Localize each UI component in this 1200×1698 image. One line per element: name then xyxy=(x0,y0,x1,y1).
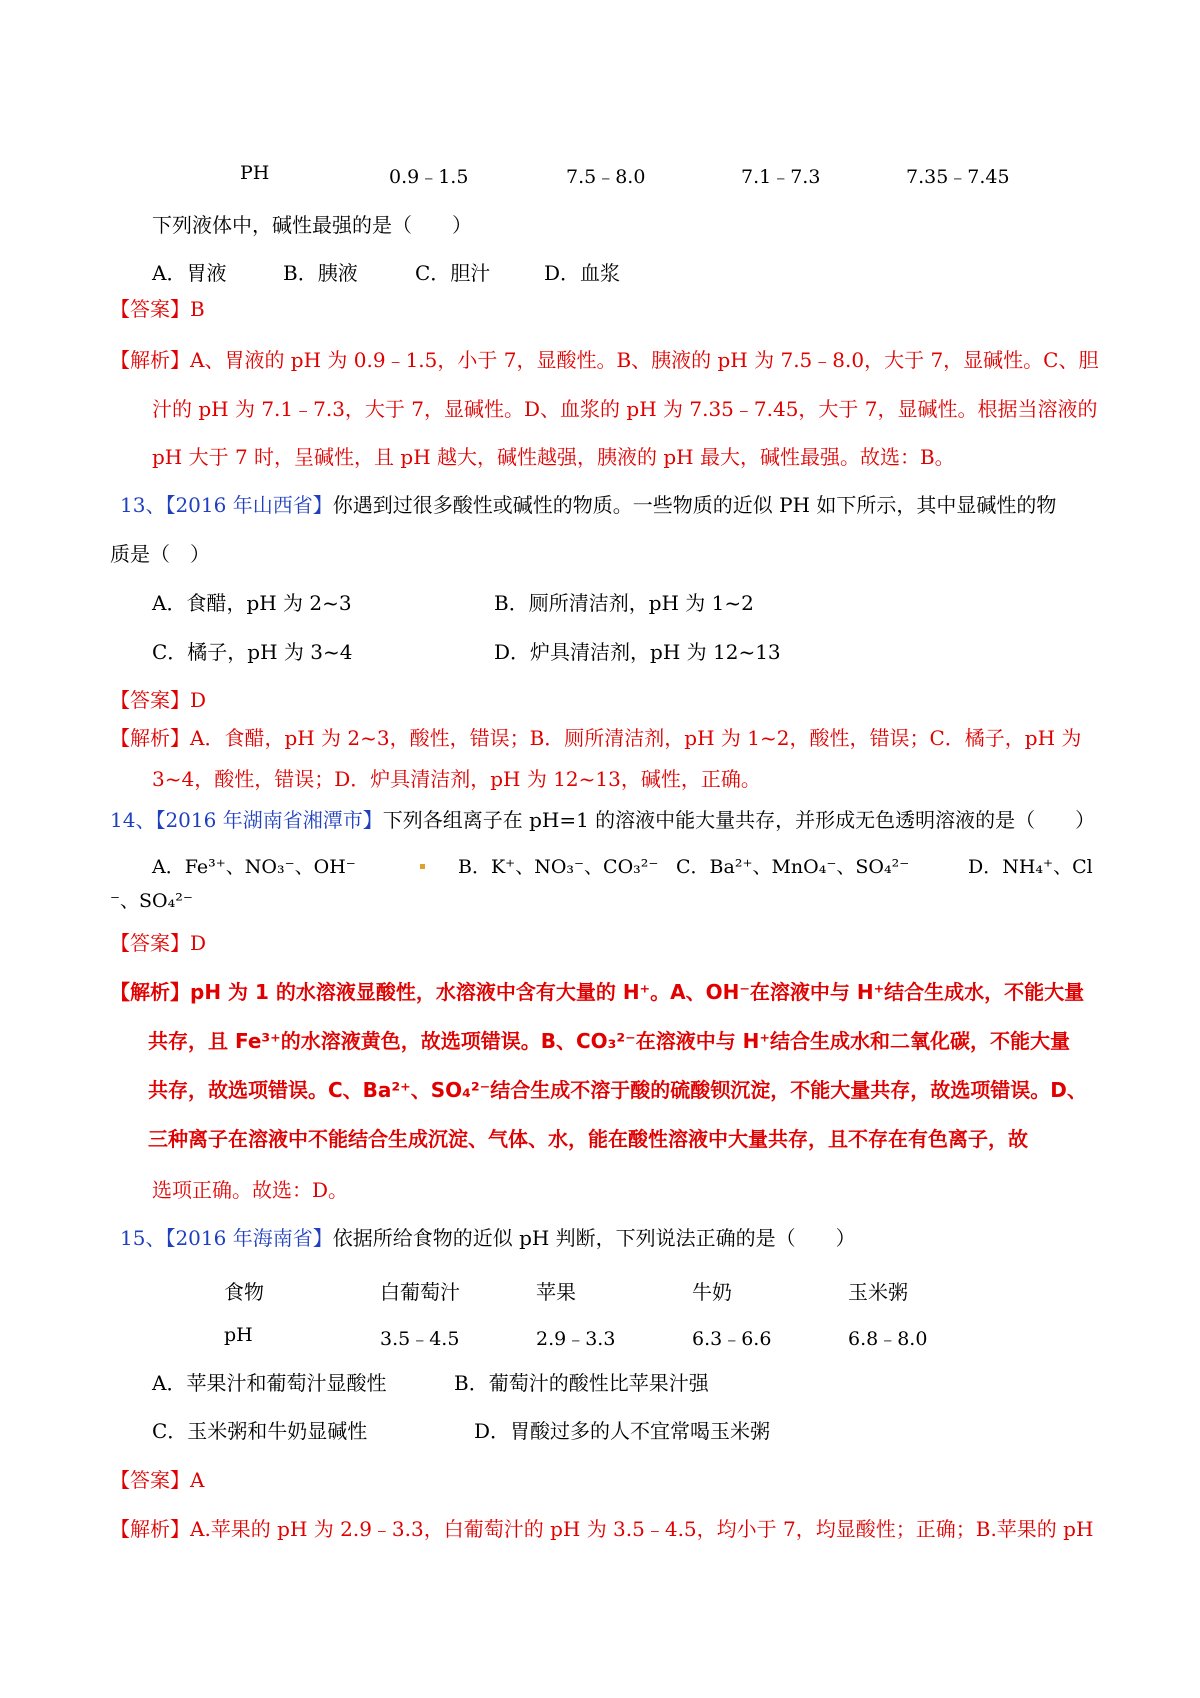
table-cell: 食物 xyxy=(224,1280,264,1304)
answer-tag: 【答案】 xyxy=(110,1468,190,1492)
ph-value: 7.5﹣8.0 xyxy=(566,166,646,188)
ph-value: 0.9﹣1.5 xyxy=(389,166,469,188)
q14-analysis-line-4: 三种离子在溶液中不能结合生成沉淀、气体、水，能在酸性溶液中大量共存，且不存在有色离子，故 xyxy=(148,1127,1028,1151)
stem-text: 下列各组离子在 pH=1 的溶液中能大量共存，并形成无色透明溶液的是（ ） xyxy=(382,808,1096,832)
option-ions: NH₄⁺、Cl xyxy=(1002,856,1093,878)
option-d: D．血浆 xyxy=(544,261,621,285)
option-ions: Fe³⁺、NO₃⁻、OH⁻ xyxy=(184,856,356,878)
option-b xyxy=(458,852,658,879)
option-c xyxy=(676,852,909,879)
ph-value: 7.1﹣7.3 xyxy=(741,166,821,188)
analysis-text: A．食醋，pH 为 2~3，酸性，错误；B．厕所清洁剂，pH 为 1~2，酸性，错误；C．橘子，pH 为 xyxy=(190,726,1082,750)
option-label: C． xyxy=(676,856,710,878)
stray-mark xyxy=(420,864,425,869)
q12-analysis-line-1 xyxy=(110,350,1098,370)
option-b: B．胰液 xyxy=(283,261,358,285)
answer-tag: 【答案】 xyxy=(110,688,190,712)
stem-text: 你遇到过很多酸性或碱性的物质。一些物质的近似 PH 如下所示，其中显碱性的物 xyxy=(332,493,1057,517)
option-d xyxy=(968,852,1093,879)
q15-option-b: B．葡萄汁的酸性比苹果汁强 xyxy=(454,1371,709,1395)
table-cell: 3.5﹣4.5 xyxy=(380,1328,460,1350)
q13-answer xyxy=(110,690,206,710)
option-c: C．胆汁 xyxy=(415,261,491,285)
q13-option-c: C．橘子，pH 为 3~4 xyxy=(152,640,353,664)
option-ions: K⁺、NO₃⁻、CO₃²⁻ xyxy=(490,856,659,878)
answer-value: D xyxy=(190,688,207,712)
answer-value: B xyxy=(190,297,205,321)
q13-analysis-line-2: 3~4，酸性，错误；D．炉具清洁剂，pH 为 12~13，碱性，正确。 xyxy=(152,767,761,791)
option-label: B． xyxy=(458,856,491,878)
q13-stem-line-1 xyxy=(120,495,1056,515)
analysis-tag: 【解析】 xyxy=(110,1517,190,1541)
table-cell: 2.9﹣3.3 xyxy=(536,1328,616,1350)
question-number: 13、 xyxy=(120,493,166,517)
q13-analysis-line-1 xyxy=(110,728,1081,748)
q12-answer xyxy=(110,299,205,319)
option-ions: Ba²⁺、MnO₄⁻、SO₄²⁻ xyxy=(709,856,910,878)
ph-label: PH xyxy=(240,162,270,184)
question-source: 【2016 年湖南省湘潭市】 xyxy=(155,808,383,832)
analysis-tag: 【解析】 xyxy=(110,980,190,1004)
answer-tag: 【答案】 xyxy=(110,297,190,321)
answer-tag: 【答案】 xyxy=(110,931,190,955)
q14-stem xyxy=(110,810,1095,830)
q13-stem-line-2: 质是（ ） xyxy=(110,542,210,566)
analysis-text: pH 为 1 的水溶液显酸性，水溶液中含有大量的 H⁺。A、OH⁻在溶液中与 H⁺结合生成水，不能大量 xyxy=(190,980,1085,1004)
q14-answer xyxy=(110,933,206,953)
q15-stem xyxy=(120,1228,856,1248)
option-label: D． xyxy=(968,856,1003,878)
question-source: 【2016 年海南省】 xyxy=(165,1226,333,1250)
option-a: A．胃液 xyxy=(152,261,227,285)
q12-analysis-line-3: pH 大于 7 时，呈碱性，且 pH 越大，碱性越强，胰液的 pH 最大，碱性最强。故选：B。 xyxy=(152,445,955,469)
analysis-text: A、胃液的 pH 为 0.9﹣1.5，小于 7，显酸性。B、胰液的 pH 为 7.5﹣8.0，大于 7，显碱性。C、胆 xyxy=(190,348,1099,372)
table-cell: pH xyxy=(224,1324,253,1346)
table-cell: 牛奶 xyxy=(692,1280,732,1304)
analysis-tag: 【解析】 xyxy=(110,726,190,750)
q14-option-d-continued: ⁻、SO₄²⁻ xyxy=(110,890,193,912)
q15-answer xyxy=(110,1470,204,1490)
answer-value: A xyxy=(190,1468,205,1492)
q14-analysis-line-1 xyxy=(110,982,1084,1002)
q13-option-a: A．食醋，pH 为 2~3 xyxy=(152,591,352,615)
q13-option-b: B．厕所清洁剂，pH 为 1~2 xyxy=(494,591,754,615)
stem-text: 依据所给食物的近似 pH 判断，下列说法正确的是（ ） xyxy=(332,1226,856,1250)
q12-question: 下列液体中，碱性最强的是（ ） xyxy=(152,213,472,237)
ph-value: 7.35﹣7.45 xyxy=(906,166,1010,188)
q15-option-c: C．玉米粥和牛奶显碱性 xyxy=(152,1419,368,1443)
option-label: A． xyxy=(152,856,185,878)
question-number: 14、 xyxy=(110,808,156,832)
q14-analysis-line-2: 共存，且 Fe³⁺的水溶液黄色，故选项错误。B、CO₃²⁻在溶液中与 H⁺结合生成水和二氧化碳，不能大量 xyxy=(148,1029,1070,1053)
table-cell: 玉米粥 xyxy=(848,1280,908,1304)
answer-value: D xyxy=(190,931,207,955)
q15-option-a: A．苹果汁和葡萄汁显酸性 xyxy=(152,1371,387,1395)
table-cell: 白葡萄汁 xyxy=(380,1280,460,1304)
q13-option-d: D．炉具清洁剂，pH 为 12~13 xyxy=(494,640,781,664)
q15-option-d: D．胃酸过多的人不宜常喝玉米粥 xyxy=(474,1419,771,1443)
option-a xyxy=(152,852,356,879)
q12-analysis-line-2: 汁的 pH 为 7.1﹣7.3，大于 7，显碱性。D、血浆的 pH 为 7.35﹣7.45，大于 7，显碱性。根据当溶液的 xyxy=(152,397,1098,421)
analysis-text: A.苹果的 pH 为 2.9﹣3.3，白葡萄汁的 pH 为 3.5﹣4.5，均小于 7，均显酸性；正确；B.苹果的 pH xyxy=(190,1517,1094,1541)
table-cell: 苹果 xyxy=(536,1280,576,1304)
q15-analysis-line-1 xyxy=(110,1519,1093,1539)
question-source: 【2016 年山西省】 xyxy=(165,493,333,517)
table-cell: 6.3﹣6.6 xyxy=(692,1328,772,1350)
question-number: 15、 xyxy=(120,1226,166,1250)
q14-analysis-line-3: 共存，故选项错误。C、Ba²⁺、SO₄²⁻结合生成不溶于酸的硫酸钡沉淀，不能大量共存，故选项错误。D、 xyxy=(148,1078,1087,1102)
table-cell: 6.8﹣8.0 xyxy=(848,1328,928,1350)
q14-analysis-line-5: 选项正确。故选：D。 xyxy=(152,1178,349,1202)
analysis-tag: 【解析】 xyxy=(110,348,190,372)
